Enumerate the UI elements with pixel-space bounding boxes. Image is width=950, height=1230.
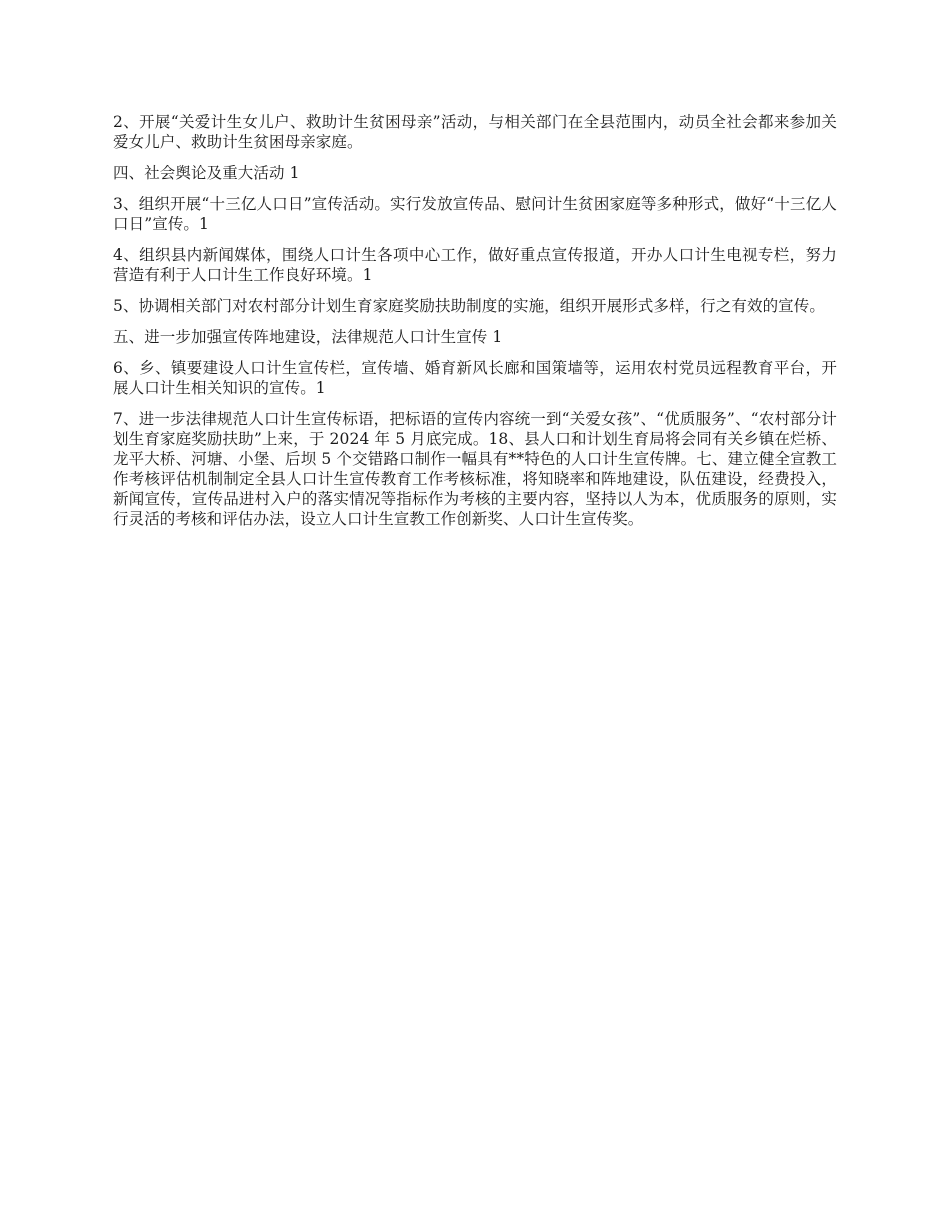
paragraph-item-3-population-day: 3、组织开展“十三亿人口日”宣传活动。实行发放宣传品、慰问计生贫困家庭等多种形式，做好“十三亿人口日”宣传。1: [113, 195, 837, 233]
paragraph-item-6-township-boards: 6、乡、镇要建设人口计生宣传栏，宣传墙、婚育新风长廊和国策墙等，运用农村党员远程教育平台，开展人口计生相关知识的宣传。1: [113, 359, 837, 397]
paragraph-item-5-reward-support: 5、协调相关部门对农村部分计划生育家庭奖励扶助制度的实施，组织开展形式多样，行之有效的宣传。: [113, 297, 825, 315]
document-body: [113, 112, 837, 540]
section-heading-propaganda-base: 五、进一步加强宣传阵地建设，法律规范人口计生宣传 1: [113, 328, 503, 346]
section-heading-public-opinion: 四、社会舆论及重大活动 1: [113, 164, 300, 182]
paragraph-item-4-news-media: 4、组织县内新闻媒体，围绕人口计生各项中心工作，做好重点宣传报道，开办人口计生电视专栏，努力营造有利于人口计生工作良好环境。1: [113, 246, 837, 284]
paragraph-item-7-slogans-assessment: 7、进一步法律规范人口计生宣传标语，把标语的宣传内容统一到“关爱女孩”、“优质服务”、“农村部分计划生育家庭奖励扶助”上来，于 2024 年 5 月底完成。18、县人口和计划生育局将会同有关乡镇在烂桥、龙平大桥、河塘、小堡、后坝 5 个交错路口制作一幅具有**特色的人口计生宣传牌。七、建立健全宣教工作考核评估机制制定全县人口计生宣传教育工作考核标准，将知晓率和阵地建设，队伍建设，经费投入，新闻宣传，宣传品进村入户的落实情况等指标作为考核的主要内容，坚持以人为本，优质服务的原则，实行灵活的考核和评估办法，设立人口计生宣教工作创新奖、人口计生宣传奖。: [113, 410, 837, 528]
paragraph-item-2-care-daughters: 2、开展“关爱计生女儿户、救助计生贫困母亲”活动，与相关部门在全县范围内，动员全社会都来参加关爱女儿户、救助计生贫困母亲家庭。: [113, 113, 837, 151]
